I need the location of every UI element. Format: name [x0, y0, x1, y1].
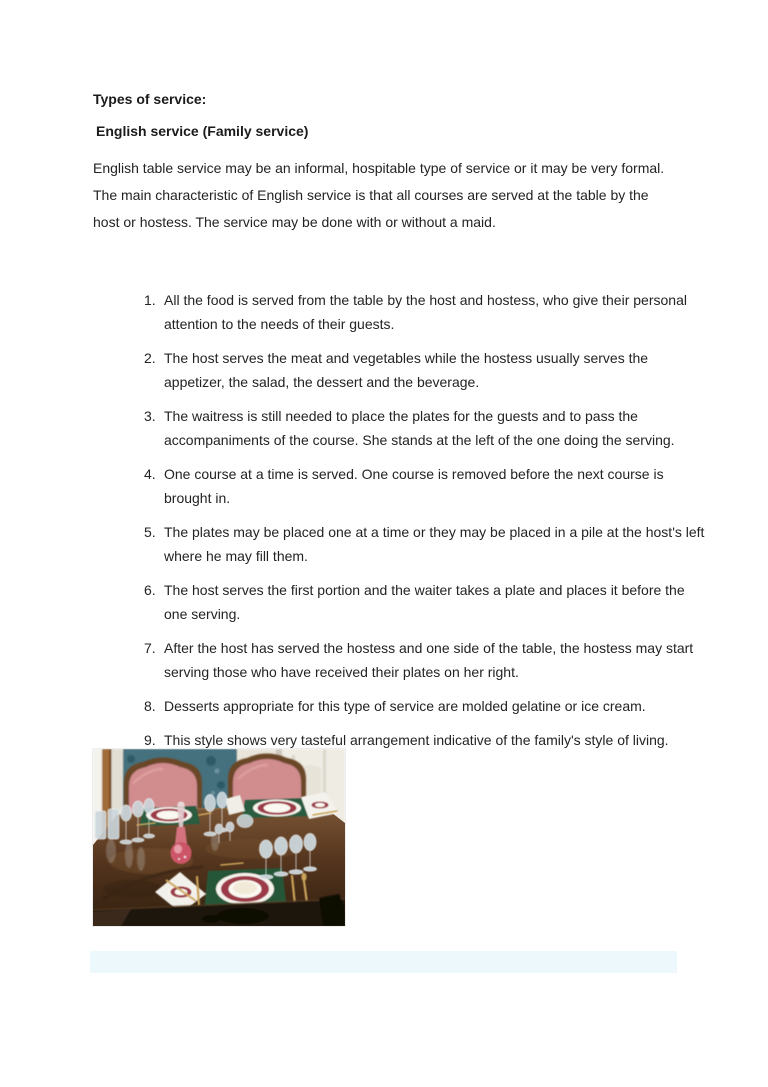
list-item: [144, 462, 714, 510]
list-item-text: All the food is served from the table by the host and hostess, who give their personal attention to the needs of their guests.: [164, 292, 687, 332]
list-item: [144, 578, 714, 626]
list-item-number: 2.: [144, 350, 156, 366]
list-item: [144, 288, 714, 336]
list-item-number: 3.: [144, 408, 156, 424]
list-item: [144, 694, 714, 718]
section-subtitle: English service (Family service): [96, 123, 309, 139]
table-setting-photo: [93, 749, 345, 926]
list-item-number: 6.: [144, 582, 156, 598]
page-title: Types of service:: [93, 91, 207, 107]
intro-paragraph: English table service may be an informal, hospitable type of service or it may be very formal. The main characteristic of English service is that all courses are served at the table by the host or hostess. The service may be done with or without a maid.: [93, 160, 665, 230]
list-item: [144, 346, 714, 394]
service-points-list: [104, 288, 714, 762]
list-item-text: After the host has served the hostess and one side of the table, the hostess may start serving those who have received their plates on her right.: [164, 640, 694, 680]
table-setting-image: [93, 749, 345, 926]
list-item-text: The host serves the first portion and the waiter takes a plate and places it before the one serving.: [164, 582, 685, 622]
list-item-number: 5.: [144, 524, 156, 540]
list-item: [144, 520, 714, 568]
list-item-number: 7.: [144, 640, 156, 656]
list-item: [144, 636, 714, 684]
list-item-text: The host serves the meat and vegetables while the hostess usually serves the appetizer, the salad, the dessert and the beverage.: [164, 350, 649, 390]
list-item-text: This style shows very tasteful arrangement indicative of the family's style of living.: [164, 732, 669, 748]
list-item-text: One course at a time is served. One course is removed before the next course is brought in.: [164, 466, 664, 506]
list-item-number: 9.: [144, 732, 156, 748]
list-item-number: 1.: [144, 292, 156, 308]
list-item-text: The plates may be placed one at a time or they may be placed in a pile at the host's left where he may fill them.: [164, 524, 705, 564]
footer-highlight-bar: [90, 951, 677, 973]
list-item-number: 8.: [144, 698, 156, 714]
list-item-text: The waitress is still needed to place the plates for the guests and to pass the accompaniments of the course. She stands at the left of the one doing the serving.: [164, 408, 675, 448]
list-item-number: 4.: [144, 466, 156, 482]
list-item-text: Desserts appropriate for this type of service are molded gelatine or ice cream.: [164, 698, 646, 714]
list-item: [144, 404, 714, 452]
